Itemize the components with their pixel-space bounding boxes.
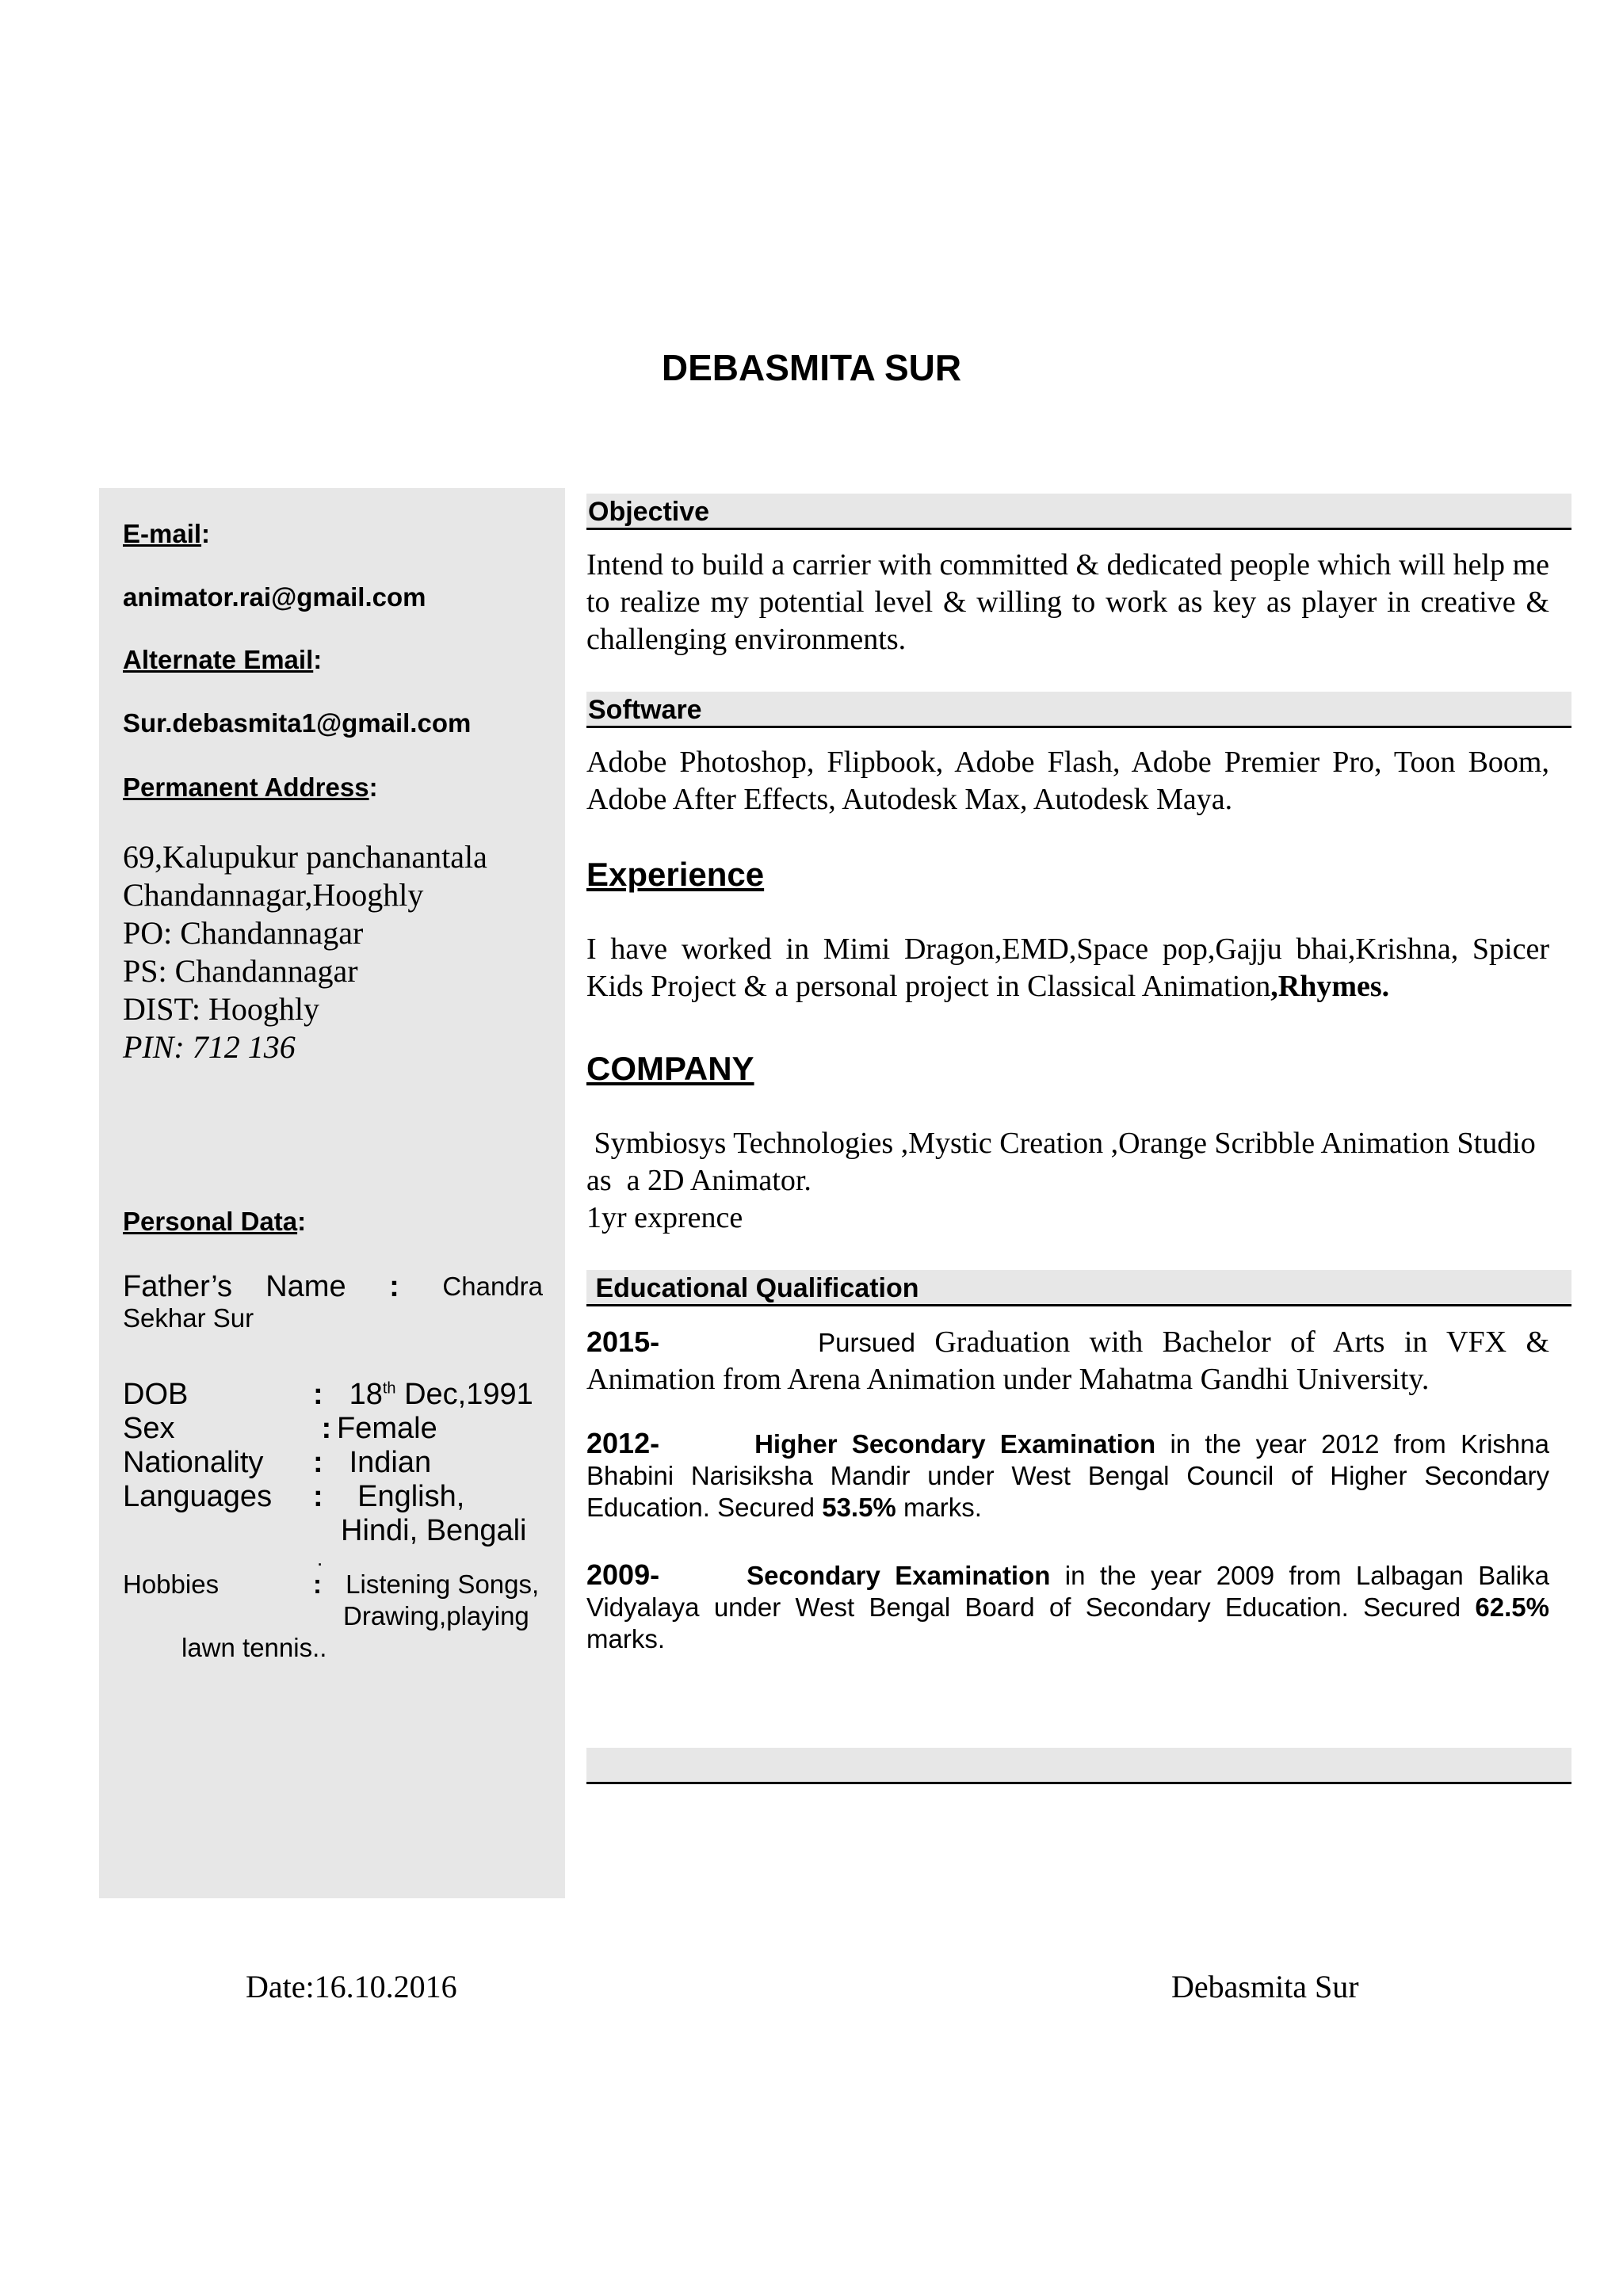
alt-email-label: Alternate Email: xyxy=(123,645,323,674)
personal-details xyxy=(123,1371,533,1569)
software-heading: Software xyxy=(588,695,702,725)
alt-email-value[interactable]: Sur.debasmita1@gmail.com xyxy=(123,708,472,738)
address-block xyxy=(123,838,487,1066)
father-value-rest: Sekhar Sur xyxy=(123,1303,254,1333)
education-year: 2009- xyxy=(586,1558,660,1591)
software-heading-bar xyxy=(586,692,1571,728)
footer-date: Date:16.10.2016 xyxy=(246,1969,457,2004)
software-text: Adobe Photoshop, Flipbook, Adobe Flash, Adobe Premier Pro, Toon Boom, Adobe After Effects, Autodesk Max, Autodesk Maya. xyxy=(586,746,1549,816)
languages-value-cont: Hindi, Bengali xyxy=(341,1513,527,1547)
empty-section-bar xyxy=(586,1748,1571,1784)
hobbies-label: Hobbies xyxy=(123,1569,220,1599)
education-lead: Pursued xyxy=(818,1328,915,1357)
colon: : xyxy=(313,1445,323,1479)
languages-value: English, xyxy=(357,1479,465,1513)
education-lead: Higher Secondary Examination xyxy=(754,1429,1156,1459)
page-title: DEBASMITA SUR xyxy=(661,347,962,388)
education-heading-bar xyxy=(586,1270,1571,1306)
address-pin: PIN: 712 136 xyxy=(123,1029,296,1065)
address-label: Permanent Address: xyxy=(123,772,378,802)
company-text: Symbiosys Technologies ,Mystic Creation ,Orange Scribble Animation Studio as a 2D Animator. xyxy=(586,1127,1551,1197)
education-entry-2009: 2009- Secondary Examination in the year 2009 from Lalbagan Balika Vidyalaya under West Bengal Board of Secondary Education. Secured 62.5% marks. xyxy=(586,1558,1549,1653)
father-label: Father’s Name xyxy=(123,1270,346,1303)
education-lead: Secondary Examination xyxy=(747,1561,1051,1590)
sex-value: Female xyxy=(337,1411,437,1445)
education-year: 2012- xyxy=(586,1427,660,1459)
address-line: Chandannagar,Hooghly xyxy=(123,877,424,913)
nationality-row: Nationality : Indian xyxy=(123,1445,432,1479)
education-score: 53.5% xyxy=(822,1493,896,1522)
objective-heading-bar xyxy=(586,494,1571,530)
personal-data-label: Personal Data: xyxy=(123,1207,307,1236)
experience-heading: Experience xyxy=(586,856,765,893)
email-label: E-mail: xyxy=(123,519,211,548)
stray-dot: . xyxy=(317,1546,323,1570)
hobbies-row xyxy=(123,1569,539,1664)
education-entry-2015: 2015- Pursued Graduation with Bachelor of Arts in VFX & Animation from Arena Animation under Mahatma Gandhi University. xyxy=(586,1325,1549,1396)
languages-row: Languages : English, xyxy=(123,1479,465,1513)
experience-text: I have worked in Mimi Dragon,EMD,Space pop,Gajju bhai,Krishna, Spicer Kids Project & a personal project in Classical Animation,Rhymes. xyxy=(586,933,1549,1003)
colon: : xyxy=(389,1270,399,1303)
father-name-row xyxy=(123,1271,543,1334)
objective-text: Intend to build a carrier with committed & dedicated people which will help me to realize my potential level & willing to work as key as player in creative & challenging environments. xyxy=(586,548,1549,656)
dob-row: DOB : 18th Dec,1991 xyxy=(123,1377,533,1411)
nationality-value: Indian xyxy=(349,1445,432,1479)
father-value-first: Chandra xyxy=(442,1272,543,1301)
sex-row: Sex : Female xyxy=(123,1411,437,1445)
colon: : xyxy=(313,1377,323,1411)
education-year: 2015- xyxy=(586,1325,660,1358)
objective-heading: Objective xyxy=(588,497,710,527)
colon: : xyxy=(313,1411,332,1445)
address-line: PO: Chandannagar xyxy=(123,915,364,951)
education-entry-2012: 2012- Higher Secondary Examination in the year 2012 from Krishna Bhabini Narisiksha Mandir under West Bengal Council of Higher Secondary Education. Secured 53.5% marks. xyxy=(586,1427,1549,1522)
address-line: DIST: Hooghly xyxy=(123,991,320,1027)
hobbies-value: Listening Songs, xyxy=(346,1569,540,1599)
footer-signature: Debasmita Sur xyxy=(1171,1969,1359,2004)
company-heading: COMPANY xyxy=(586,1050,754,1087)
company-experience: 1yr exprence xyxy=(586,1201,743,1234)
contact-sidebar xyxy=(99,488,565,1898)
dob-value: 18th Dec,1991 xyxy=(349,1377,533,1411)
email-value[interactable]: animator.rai@gmail.com xyxy=(123,582,426,612)
education-heading: Educational Qualification xyxy=(588,1273,919,1303)
colon: : xyxy=(313,1569,322,1599)
address-line: 69,Kalupukur panchanantala xyxy=(123,839,487,875)
hobbies-value-cont: Drawing,playing xyxy=(343,1601,529,1630)
colon: : xyxy=(313,1479,323,1513)
hobbies-value-cont: lawn tennis.. xyxy=(181,1633,327,1662)
address-line: PS: Chandannagar xyxy=(123,953,358,989)
education-score: 62.5% xyxy=(1475,1592,1549,1622)
